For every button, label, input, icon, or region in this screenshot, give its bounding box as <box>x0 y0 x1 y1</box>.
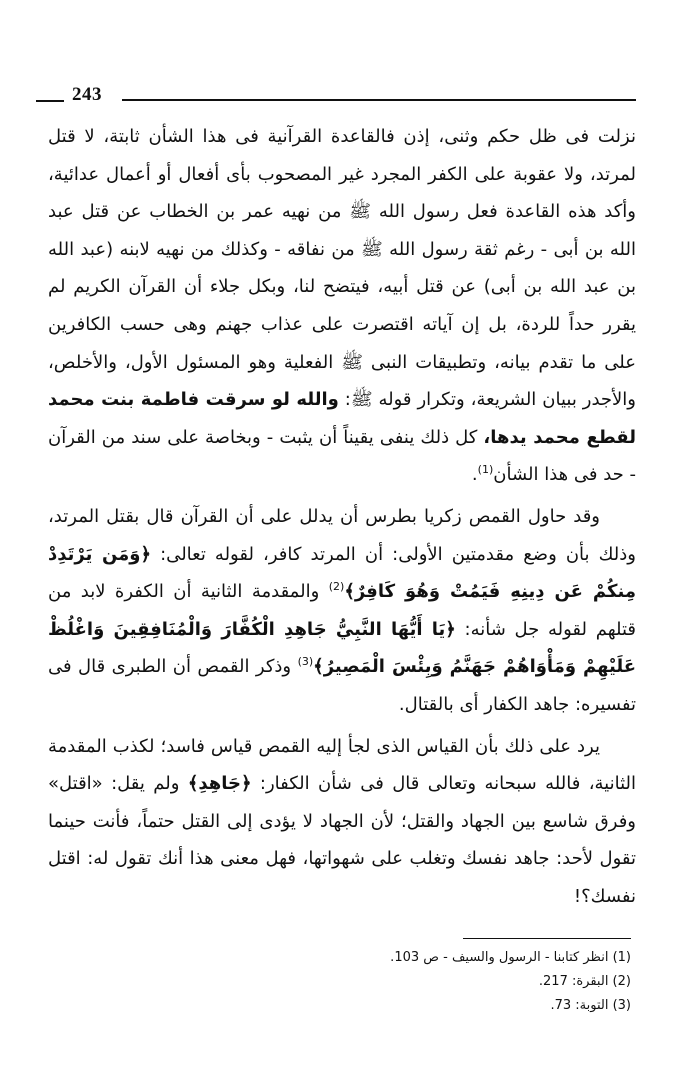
footnote-ref[interactable]: (3) <box>297 655 314 669</box>
footnote-1: (1) انظر كتابنا - الرسول والسيف - ص 103. <box>390 950 631 965</box>
footnote-ref[interactable]: (1) <box>477 463 494 477</box>
quran-verse: ﴿وَمَن يَرْتَدِدْ مِنكُمْ عَن دِينِهِ فَيَمُتْ وَهُوَ كَافِرٌ﴾ <box>48 543 636 603</box>
quran-verse: ﴿جَاهِدِ﴾ <box>187 773 252 795</box>
page-header <box>36 84 636 114</box>
main-text <box>48 118 636 915</box>
paragraph-text: كل ذلك ينفى يقيناً أن يثبت - وبخاصة على سند من القرآن - حد فى هذا الشأن <box>48 426 636 486</box>
paragraph-text: . <box>471 464 478 486</box>
header-rule <box>122 99 636 101</box>
header-dash <box>36 100 64 102</box>
paragraph-3 <box>48 728 636 916</box>
footnote-divider <box>463 938 631 939</box>
hadith-quote: والله لو سرقت فاطمة بنت محمد لقطع محمد يدها، <box>48 389 636 448</box>
footnotes <box>211 946 631 1018</box>
paragraph-text: وقد حاول القمص زكريا بطرس أن يدلل على أن القرآن قال بقتل المرتد، وذلك بأن وضع مقدمتين الأولى: أن المرتد كافر، لقوله تعالى: <box>48 505 636 565</box>
footnote-2: (2) البقرة: 217. <box>538 974 631 989</box>
paragraph-text: يرد على ذلك بأن القياس الذى لجأ إليه القمص قياس فاسد؛ لكذب المقدمة الثانية، فالله سبحانه وتعالى قال فى شأن الكفار: <box>48 735 637 795</box>
footnote-3: (3) التوبة: 73. <box>550 998 631 1013</box>
quran-verse: ﴿يَا أَيُّهَا النَّبِيُّ جَاهِدِ الْكُفَّارَ وَالْمُنَافِقِينَ وَاغْلُظْ عَلَيْهِمْ وَمَأْوَاهُمْ جَهَنَّمُ وَبِئْسَ الْمَصِيرُ﴾ <box>48 618 636 678</box>
footnote-ref[interactable]: (2) <box>328 580 345 594</box>
paragraph-2 <box>48 498 636 724</box>
paragraph-text: وذكر القمص أن الطبرى قال فى تفسيره: جاهد الكفار أى بالقتال. <box>48 656 636 715</box>
paragraph-text: ولم يقل: «اقتل» وفرق شاسع بين الجهاد والقتل؛ لأن الجهاد لا يؤدى إلى القتل حتماً، فأنت حينما تقول لأحد: جاهد نفسك وتغلب على شهواتها، فهل معنى هذا أنك تقول له: اقتل نفسك؟! <box>48 773 636 907</box>
paragraph-text: والمقدمة الثانية أن الكفرة لابد من قتلهم لقوله جل شأنه: <box>48 581 636 640</box>
paragraph-text: نزلت فى ظل حكم وثنى، إذن فالقاعدة القرآنية فى هذا الشأن ثابتة، لا قتل لمرتد، ولا عقوبة على الكفر المجرد غير المصحوب بأى أفعال أو أعمال عدائية، وأكد هذه القاعدة فعل رسول الله ﷺ من نهيه عمر بن الخطاب عن قتل عبد الله بن أبى - رغم ثقة رسول الله ﷺ من نفاقه - وكذلك من نهيه لابنه (عبد الله بن عبد الله بن أبى) عن قتل أبيه، فيتضح لنا، وبكل جلاء أن القرآن الكريم لم يقرر حداً للردة، بل إن آياته اقتصرت على عذاب جهنم وهى حسب الكافرين على ما تقدم بيانه، وتطبيقات النبى ﷺ الفعلية وهو المسئول الأول، والأخلص، والأجدر ببيان الشريعة، وتكرار قوله ﷺ: <box>48 126 636 411</box>
page-number: 243 <box>72 84 102 105</box>
paragraph-1 <box>48 118 636 494</box>
